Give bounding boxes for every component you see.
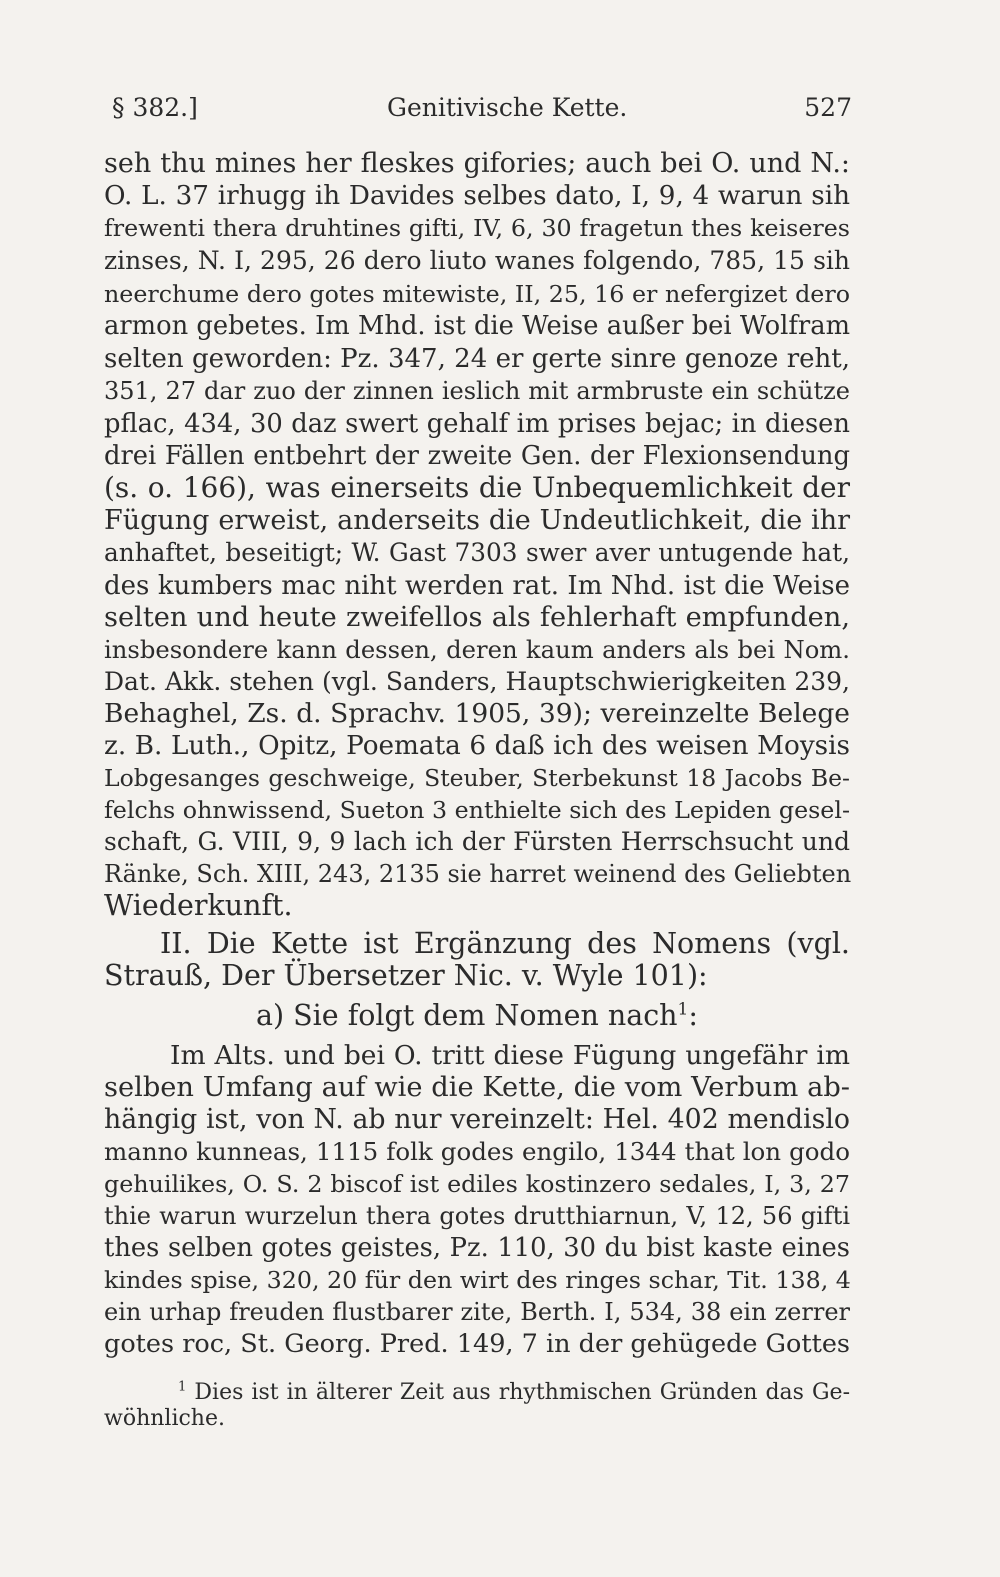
footnote-line	[178, 1380, 850, 1406]
text-line: seh thu mines her fleskes gifories; auch bei O. und N.:	[104, 148, 850, 179]
text-line: armon gebetes. Im Mhd. ist die Weise außer bei Wolfram	[104, 311, 850, 341]
section-number: § 382.]	[112, 93, 198, 122]
text-line: Ränke, Sch. XIII, 243, 2135 sie harret weinend des Geliebten	[104, 860, 852, 888]
text-line: Dat. Akk. stehen (vgl. Sanders, Hauptschwierigkeiten 239,	[104, 667, 850, 696]
section-heading-line: Strauß, Der Übersetzer Nic. v. Wyle 101):	[104, 959, 708, 992]
paragraph-line: thie warun wurzelun thera gotes drutthiarnun, V, 12, 56 gifti	[104, 1202, 850, 1230]
text-line: Fügung erweist, anderseits die Undeutlichkeit, die ihr	[104, 505, 850, 536]
text-line: schaft, G. VIII, 9, 9 lach ich der Fürsten Herrschsucht und	[104, 827, 850, 856]
text-line: Behaghel, Zs. d. Sprachv. 1905, 39); vereinzelte Belege	[104, 698, 850, 729]
running-head	[112, 88, 852, 128]
subheading	[104, 1000, 850, 1032]
text-line: insbesondere kann dessen, deren kaum anders als bei Nom.	[104, 635, 850, 664]
text-line: drei Fällen entbehrt der zweite Gen. der Flexionsendung	[104, 441, 850, 471]
subheading-colon: :	[688, 999, 699, 1032]
footnote-line: wöhnliche.	[104, 1406, 225, 1431]
text-line: O. L. 37 irhugg ih Davides selbes dato, I, 9, 4 warun sih	[104, 181, 850, 211]
paragraph-line: ein urhap freuden flustbarer zite, Berth. I, 534, 38 ein zerrer	[104, 1298, 850, 1326]
text-line: z. B. Luth., Opitz, Poemata 6 daß ich des weisen Moysis	[104, 731, 850, 761]
text-line: neerchume dero gotes mitewiste, II, 25, 16 er nefergizet dero	[104, 280, 850, 308]
paragraph-line: thes selben gotes geistes, Pz. 110, 30 du bist kaste eines	[104, 1233, 850, 1263]
paragraph-line: manno kunneas, 1115 folk godes engilo, 1344 that lon godo	[104, 1137, 850, 1166]
text-line: Lobgesanges geschweige, Steuber, Sterbekunst 18 Jacobs Be-	[104, 764, 850, 792]
paragraph-line: gotes roc, St. Georg. Pred. 149, 7 in der gehügede Gottes	[104, 1329, 850, 1359]
text-line: (s. o. 166), was einerseits die Unbequemlichkeit der	[104, 471, 850, 504]
paragraph-line: Im Alts. und bei O. tritt diese Fügung ungefähr im	[170, 1040, 850, 1071]
text-line: des kumbers mac niht werden rat. Im Nhd. ist die Weise	[104, 571, 850, 601]
page-number: 527	[804, 93, 852, 122]
paragraph-line: hängig ist, von N. ab nur vereinzelt: Hel. 402 mendislo	[104, 1104, 850, 1135]
text-line: selten und heute zweifellos als fehlerhaft empfunden,	[104, 602, 850, 633]
text-line: zinses, N. I, 295, 26 dero liuto wanes folgendo, 785, 15 sih	[104, 246, 850, 275]
footnote-text: Dies ist in älterer Zeit aus rhythmischen Gründen das Ge-	[194, 1380, 851, 1405]
paragraph-line: kindes spise, 320, 20 für den wirt des ringes schar, Tit. 138, 4	[104, 1266, 851, 1294]
text-line: Wiederkunft.	[104, 889, 293, 922]
footnote-mark: 1	[178, 1379, 187, 1395]
section-heading-line: II. Die Kette ist Ergänzung des Nomens (vgl.	[160, 927, 850, 960]
text-line: selten geworden: Pz. 347, 24 er gerte sinre genoze reht,	[104, 344, 850, 374]
text-line: frewenti thera druhtines gifti, IV, 6, 30 fragetun thes keiseres	[104, 214, 850, 242]
subheading-text: a) Sie folgt dem Nomen nach	[255, 999, 678, 1032]
paragraph-line: selben Umfang auf wie die Kette, die vom Verbum ab-	[104, 1072, 850, 1103]
page-header-title: Genitivische Kette.	[387, 93, 628, 122]
paragraph-line: gehuilikes, O. S. 2 biscof ist ediles kostinzero sedales, I, 3, 27	[104, 1170, 850, 1198]
footnote-reference: 1	[677, 999, 689, 1020]
text-line: 351, 27 dar zuo der zinnen ieslich mit armbruste ein schütze	[104, 377, 850, 405]
text-line: anhaftet, beseitigt; W. Gast 7303 swer aver untugende hat,	[104, 538, 850, 567]
text-line: felchs ohnwissend, Sueton 3 enthielte sich des Lepiden gesel-	[104, 796, 850, 824]
text-line: pflac, 434, 30 daz swert gehalf im prises bejac; in diesen	[104, 409, 850, 439]
